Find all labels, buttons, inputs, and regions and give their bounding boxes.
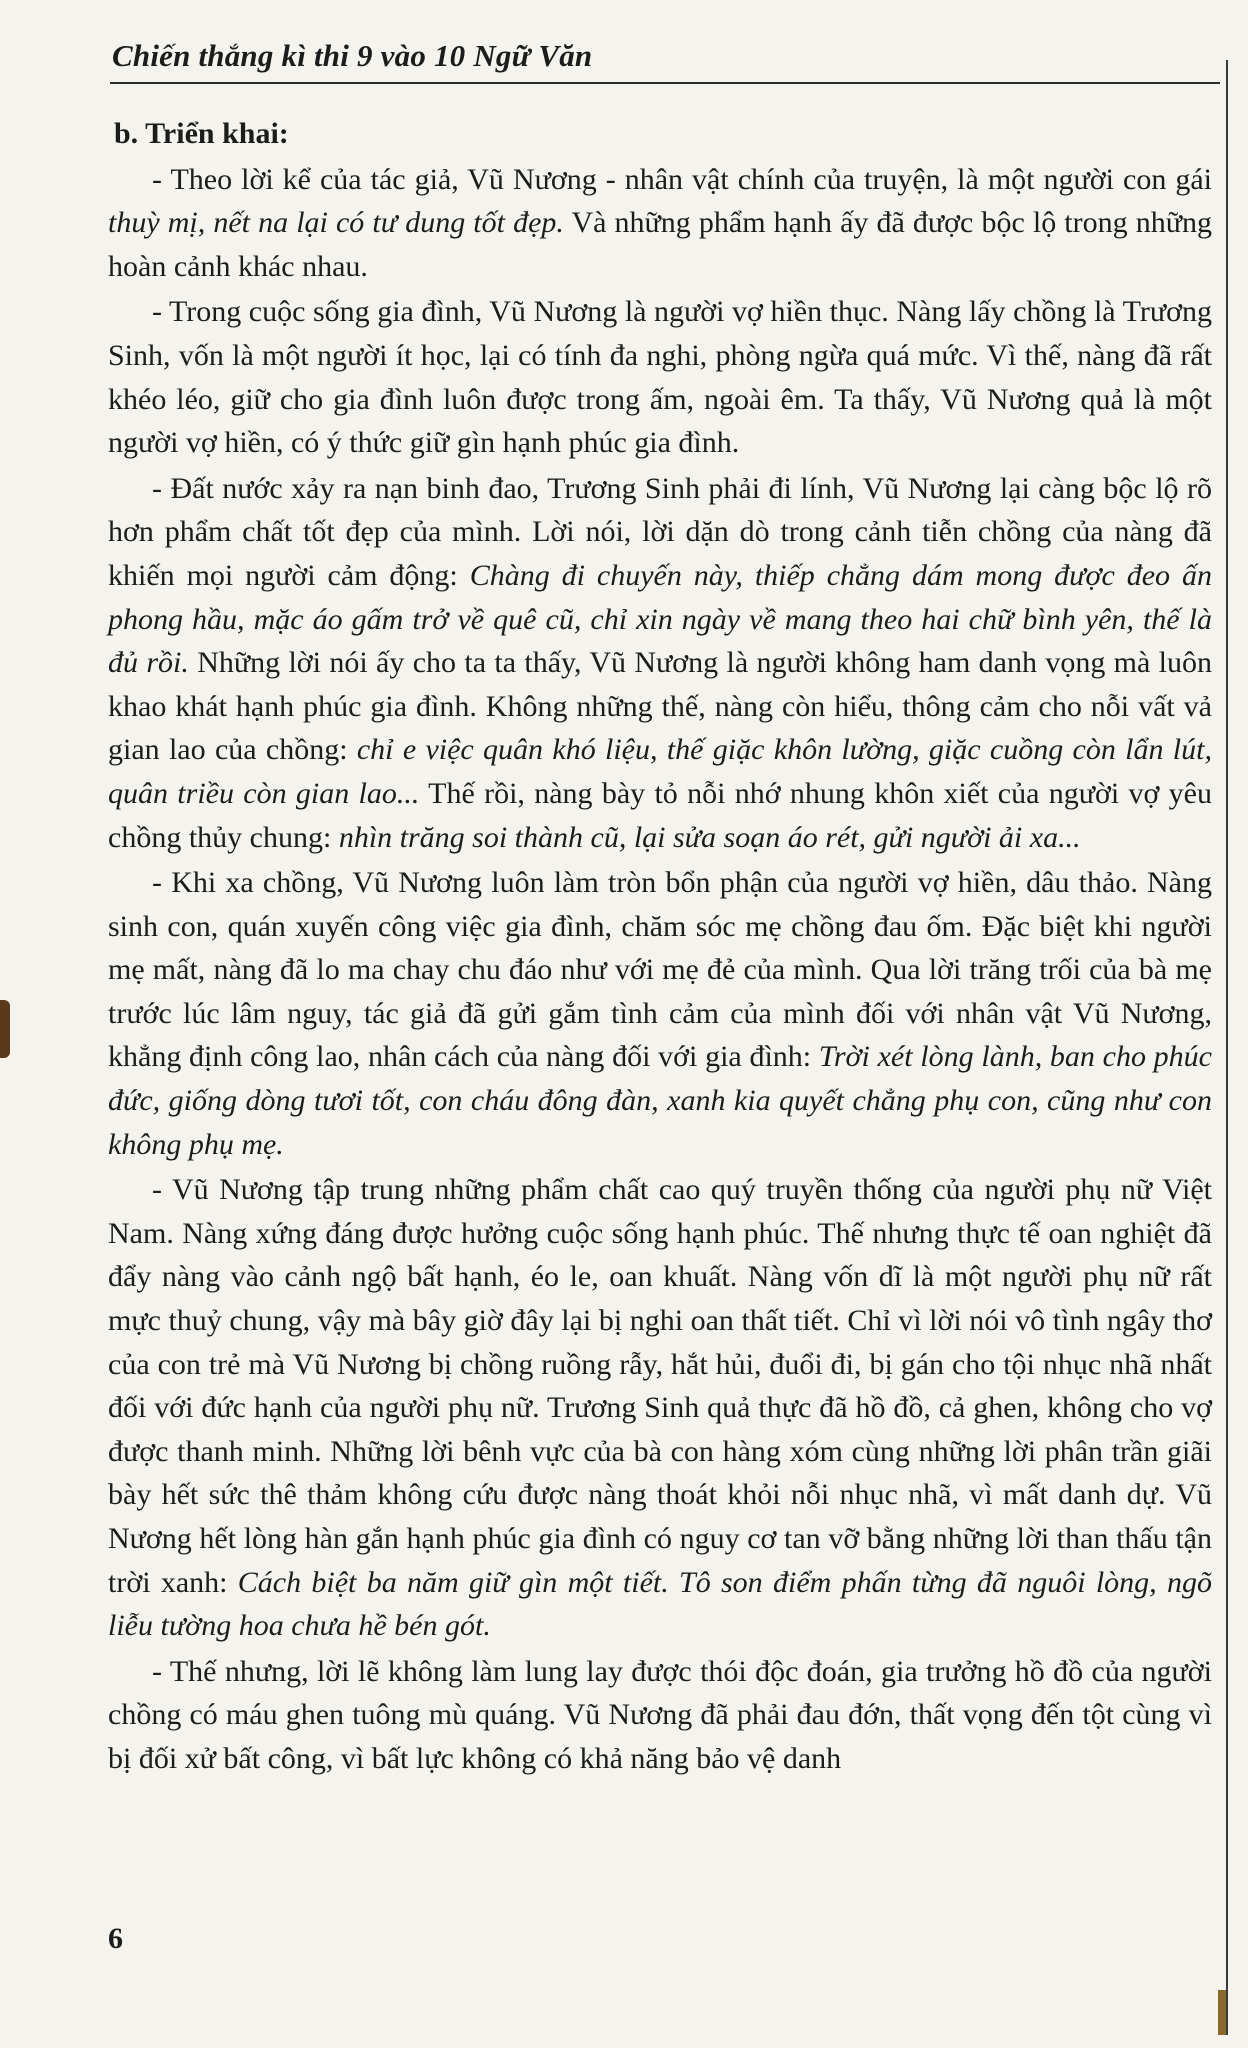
paragraph-text: - Trong cuộc sống gia đình, Vũ Nương là người vợ hiền thục. Nàng lấy chồng là Trương Sinh, vốn là một người ít học, lại có tính đa nghi, phòng ngừa quá mức. Vì thế, nàng đã rất khéo léo, giữ cho gia đình luôn được trong ấm, ngoài êm. Ta thấy, Vũ Nương quả là một người vợ hiền, có ý thức giữ gìn hạnh phúc gia đình. bbox=[108, 295, 1212, 460]
corner-mark bbox=[1218, 1990, 1226, 2035]
italic-quote: Chàng đi chuyến này, thiếp chẳng dám mong được đeo ấn phong hầu, mặc áo gấm trở về quê cũ, chỉ xin ngày về mang theo hai chữ bình yên, thế là đủ rồi. bbox=[108, 558, 1212, 680]
body-paragraph bbox=[108, 158, 1212, 289]
paragraph-text: Và những phẩm hạnh ấy đã được bộc lộ trong những hoàn cảnh khác nhau. bbox=[108, 206, 1212, 283]
italic-quote: thuỳ mị, nết na lại có tư dung tốt đẹp. bbox=[108, 206, 564, 240]
paragraph-text: Những lời nói ấy cho ta ta thấy, Vũ Nương là người không ham danh vọng mà luôn khao khát hạnh phúc gia đình. Không những thế, nàng còn hiểu, thông cảm cho nỗi vất vả gian lao của chồng: bbox=[108, 646, 1212, 767]
page-number: 6 bbox=[108, 1922, 123, 1955]
running-head: Chiến thắng kì thi 9 vào 10 Ngữ Văn bbox=[112, 38, 593, 73]
paragraph-text: Thế rồi, nàng bày tỏ nỗi nhớ nhung khôn xiết của người vợ yêu chồng thủy chung: bbox=[108, 776, 1212, 854]
paragraph-list bbox=[108, 158, 1212, 1781]
body-paragraph bbox=[108, 1168, 1212, 1648]
binding-mark bbox=[0, 1000, 10, 1058]
body-paragraph bbox=[108, 290, 1212, 464]
body-paragraph bbox=[108, 861, 1212, 1166]
paragraph-text: - Thế nhưng, lời lẽ không làm lung lay được thói độc đoán, gia trưởng hồ đồ của người chồng có máu ghen tuông mù quáng. Vũ Nương đã phải đau đớn, thất vọng đến tột cùng vì bị đối xử bất công, vì bất lực không có khả năng bảo vệ danh bbox=[108, 1654, 1212, 1775]
italic-quote: Cách biệt ba năm giữ gìn một tiết. Tô son điểm phấn từng đã nguôi lòng, ngõ liễu tường hoa chưa hề bén gót. bbox=[108, 1565, 1212, 1643]
paragraph-text: - Khi xa chồng, Vũ Nương luôn làm tròn bổn phận của người vợ hiền, dâu thảo. Nàng sinh con, quán xuyến công việc gia đình, chăm sóc mẹ chồng đau ốm. Đặc biệt khi người mẹ mất, nàng đã lo ma chay chu đáo như với mẹ đẻ của mình. Qua lời trăng trối của bà mẹ trước lúc lâm nguy, tác giả đã gửi gắm tình cảm của mình đối với nhân vật Vũ Nương, khẳng định công lao, nhân cách của nàng đối với gia đình: bbox=[108, 866, 1212, 1074]
body-paragraph bbox=[108, 467, 1212, 859]
body-paragraph bbox=[108, 1650, 1212, 1781]
page-content bbox=[108, 112, 1212, 1783]
page-edge-line bbox=[1226, 60, 1228, 2035]
italic-quote: chỉ e việc quân khó liệu, thế giặc khôn lường, giặc cuồng còn lẩn lút, quân triều còn gian lao... bbox=[108, 733, 1212, 810]
paragraph-text: - Theo lời kể của tác giả, Vũ Nương - nhân vật chính của truyện, là một người con gái bbox=[152, 162, 1212, 196]
paragraph-text: - Đất nước xảy ra nạn binh đao, Trương Sinh phải đi lính, Vũ Nương lại càng bộc lộ rõ hơn phẩm chất tốt đẹp của mình. Lời nói, lời dặn dò trong cảnh tiễn chồng của nàng đã khiến mọi người cảm động: bbox=[108, 471, 1212, 592]
italic-quote: nhìn trăng soi thành cũ, lại sửa soạn áo rét, gửi người ải xa... bbox=[338, 820, 1081, 854]
header-rule bbox=[110, 82, 1220, 84]
section-heading: b. Triển khai: bbox=[114, 117, 289, 150]
paragraph-text: - Vũ Nương tập trung những phẩm chất cao quý truyền thống của người phụ nữ Việt Nam. Nàng xứng đáng được hưởng cuộc sống hạnh phúc. Thế nhưng thực tế oan nghiệt đã đẩy nàng vào cảnh ngộ bất hạnh, éo le, oan khuất. Nàng vốn dĩ là một người phụ nữ rất mực thuỷ chung, vậy mà bây giờ đây lại bị nghi oan thất tiết. Chỉ vì lời nói vô tình ngây thơ của con trẻ mà Vũ Nương bị chồng ruồng rẫy, hắt hủi, đuổi đi, bị gán cho tội nhục nhã nhất đối với đức hạnh của người phụ nữ. Trương Sinh quả thực đã hồ đồ, cả ghen, không cho vợ được thanh minh. Những lời bênh vực của bà con hàng xóm cùng những lời phân trần giãi bày hết sức thê thảm không cứu được nàng thoát khỏi nỗi nhục nhã, vì mất danh dự. Vũ Nương hết lòng hàn gắn hạnh phúc gia đình có nguy cơ tan vỡ bằng những lời than thấu tận trời xanh: bbox=[108, 1173, 1212, 1599]
italic-quote: Trời xét lòng lành, ban cho phúc đức, giống dòng tươi tốt, con cháu đông đàn, xanh kia quyết chẳng phụ con, cũng như con không phụ mẹ. bbox=[108, 1040, 1212, 1161]
